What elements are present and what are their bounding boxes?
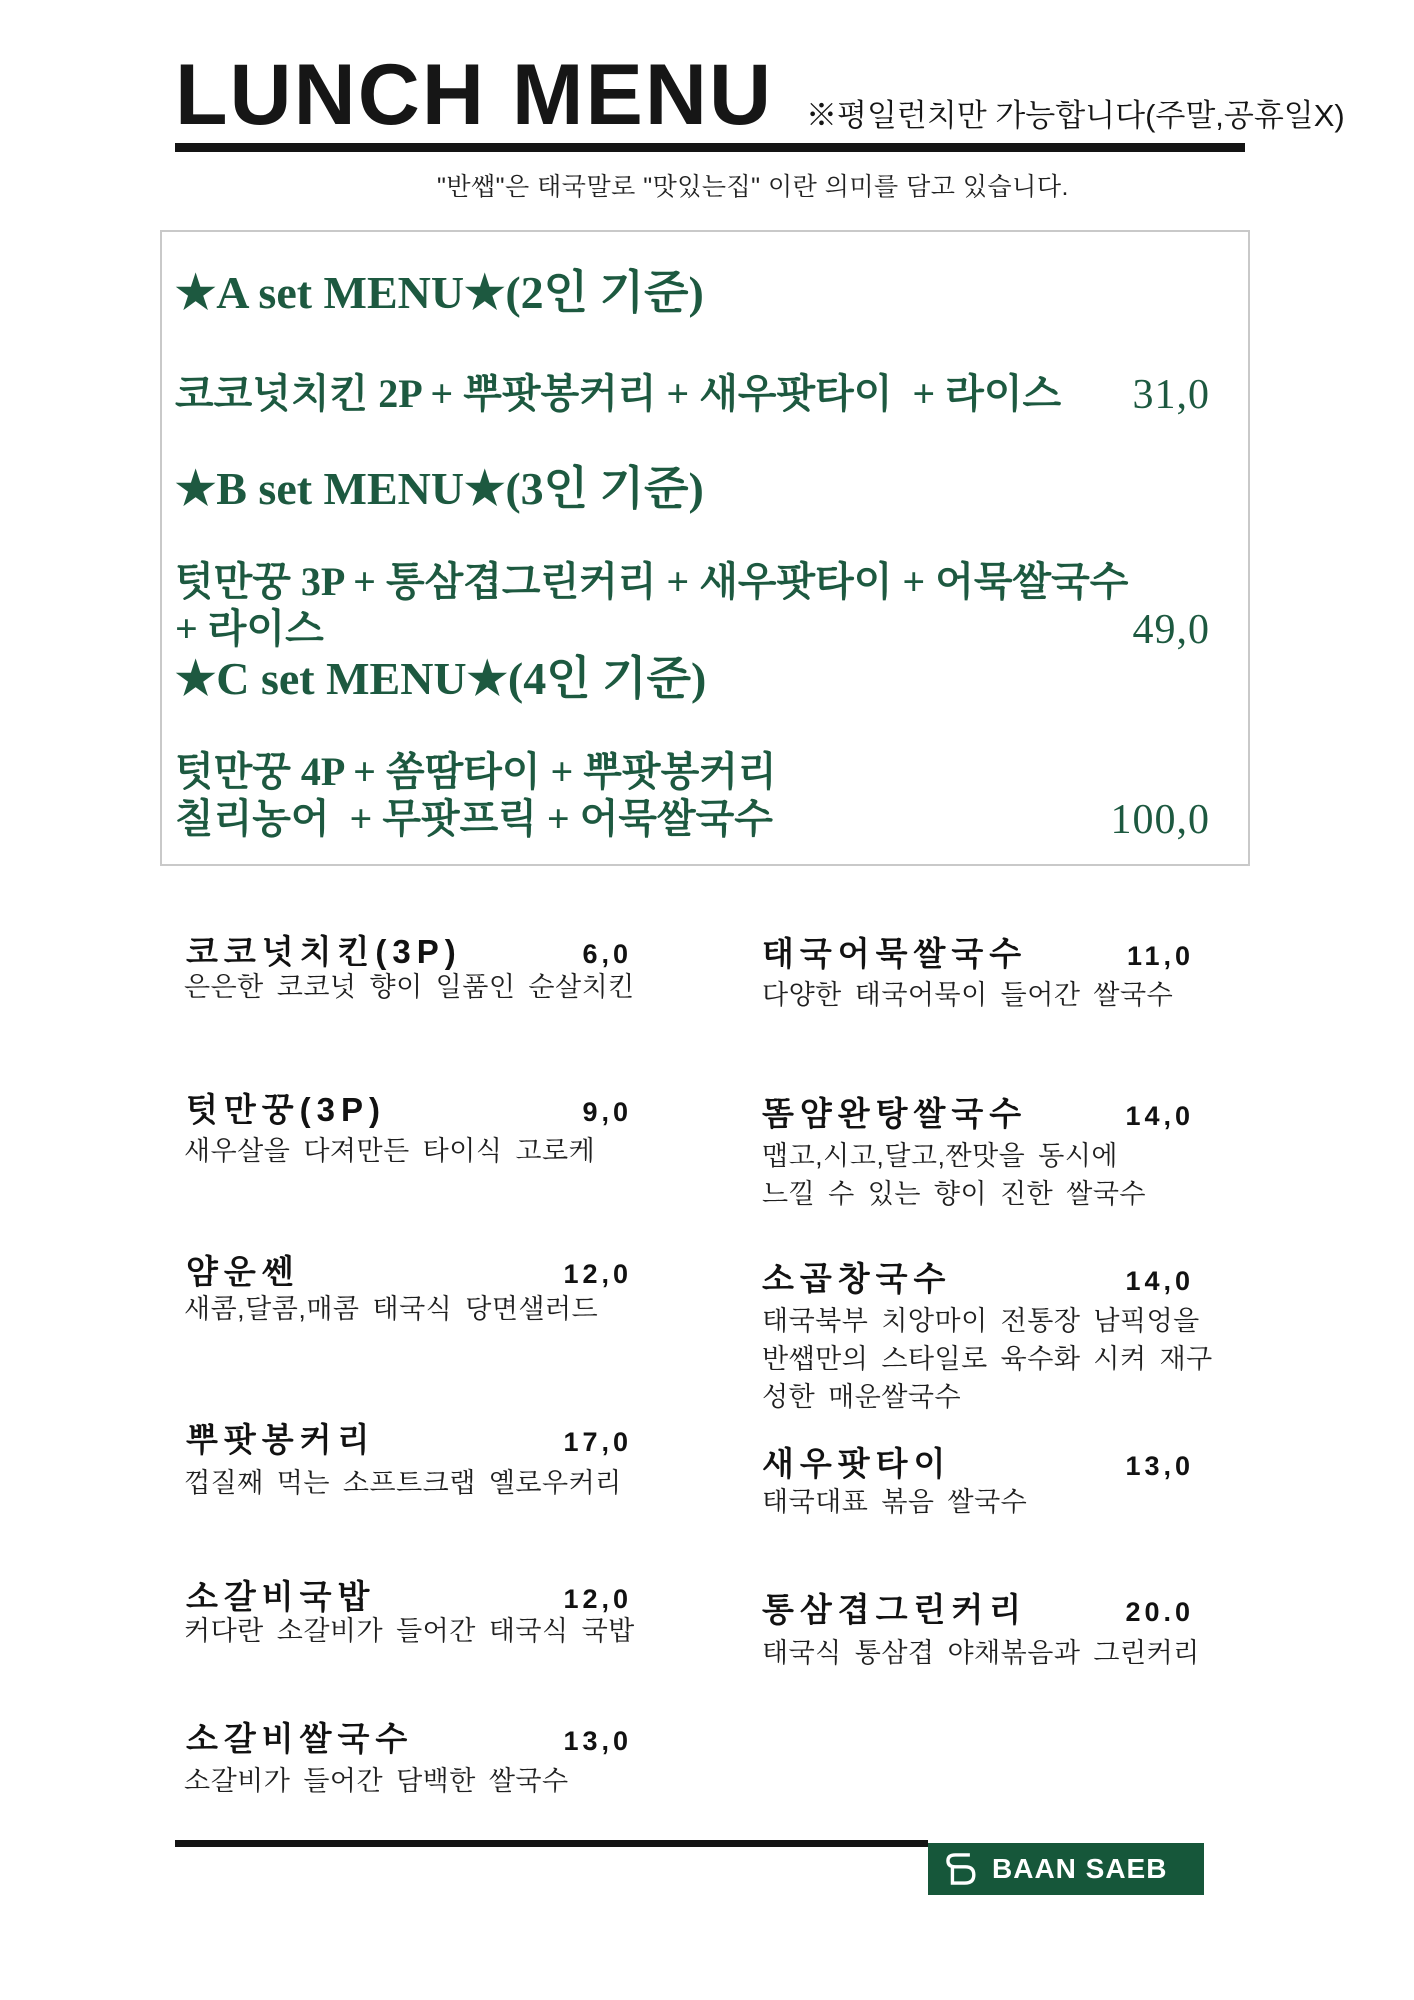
menu-item-name: 새우팟타이	[762, 1445, 952, 1482]
set-c-items-line: 텃만꿍 4P + 쏨땀타이 + 뿌팟봉커리	[175, 749, 777, 794]
menu-item-price: 13,0	[563, 1726, 632, 1756]
menu-item-desc-line: 태국대표 볶음 쌀국수	[762, 1487, 1028, 1517]
menu-item-price: 9,0	[582, 1097, 632, 1127]
menu-item-price: 12,0	[563, 1259, 632, 1289]
menu-item-desc-line: 반쌥만의 스타일로 육수화 시켜 재구	[762, 1344, 1213, 1374]
menu-item-desc	[184, 1132, 595, 1170]
menu-item-desc	[762, 976, 1173, 1014]
menu-item	[762, 1088, 1194, 1135]
menu-item	[762, 1584, 1194, 1631]
menu-item-desc-line: 태국식 통삼겹 야채볶음과 그린커리	[762, 1638, 1200, 1668]
menu-item-desc-line: 소갈비가 들어간 담백한 쌀국수	[184, 1766, 569, 1796]
menu-item	[186, 926, 632, 973]
set-b-items-line: 텃만꿍 3P + 통삼겹그린커리 + 새우팟타이 + 어묵쌀국수 + 라이스	[175, 559, 1149, 652]
menu-item	[186, 1571, 632, 1618]
menu-item-desc	[184, 1290, 598, 1328]
menu-item-name: 통삼겹그린커리	[762, 1591, 1028, 1628]
menu-item	[186, 1084, 632, 1131]
set-a-title: ★A set MENU★(2인 기준)	[175, 267, 704, 318]
menu-item-price: 14,0	[1125, 1266, 1194, 1296]
set-b-items	[175, 558, 1149, 652]
brand-name: BAAN SAEB	[992, 1853, 1168, 1884]
menu-item-name: 소곱창국수	[762, 1260, 952, 1297]
menu-item	[762, 1253, 1194, 1300]
menu-item-desc	[184, 968, 635, 1006]
menu-item-name: 태국어묵쌀국수	[762, 935, 1028, 972]
menu-item-price: 12,0	[563, 1584, 632, 1614]
set-a-items	[175, 370, 1061, 417]
menu-item-desc-line: 맵고,시고,달고,짠맛을 동시에	[762, 1141, 1118, 1171]
menu-item-desc	[762, 1137, 1146, 1213]
set-b-row	[175, 558, 1210, 652]
menu-item-price: 6,0	[582, 939, 632, 969]
menu-item-price: 20.0	[1125, 1597, 1194, 1627]
set-c-items	[175, 748, 777, 842]
menu-item-desc	[762, 1483, 1027, 1521]
menu-item	[762, 928, 1194, 975]
menu-item-desc-line: 새우살을 다져만든 타이식 고로케	[184, 1136, 596, 1166]
set-b-price: 49,0	[1132, 607, 1210, 654]
menu-item-desc	[184, 1612, 635, 1650]
menu-item-desc-line: 태국북부 치앙마이 전통장 남픽엉을	[762, 1306, 1200, 1336]
weekday-only-note: ※평일런치만 가능합니다(주말,공휴일X)	[806, 98, 1345, 133]
menu-item-name: 소갈비쌀국수	[186, 1720, 414, 1757]
set-a-row	[175, 370, 1210, 417]
menu-item-name: 텃만꿍(3P)	[186, 1091, 386, 1128]
menu-item-desc-line: 새콤,달콤,매콤 태국식 당면샐러드	[184, 1294, 599, 1324]
set-c-title: ★C set MENU★(4인 기준)	[175, 653, 707, 704]
page-title: LUNCH MENU	[175, 47, 774, 143]
set-a-price: 31,0	[1132, 372, 1210, 419]
menu-item-name: 소갈비국밥	[186, 1578, 376, 1615]
set-c-items-line: 칠리농어 + 무팟프릭 + 어묵쌀국수	[175, 796, 773, 842]
menu-item-desc-line: 느낄 수 있는 향이 진한 쌀국수	[762, 1179, 1146, 1209]
menu-item-desc	[762, 1302, 1213, 1416]
menu-item	[186, 1246, 632, 1293]
menu-item	[186, 1713, 632, 1760]
set-b-title: ★B set MENU★(3인 기준)	[175, 463, 704, 514]
menu-item-desc-line: 다양한 태국어묵이 들어간 쌀국수	[762, 980, 1174, 1010]
menu-item-name: 얌운쎈	[186, 1253, 300, 1290]
brand-meaning-subtitle: "반쌥"은 태국말로 "맛있는집" 이란 의미를 담고 있습니다.	[437, 173, 1069, 201]
set-c-price: 100,0	[1110, 797, 1210, 844]
menu-item-desc	[762, 1634, 1200, 1672]
menu-item-desc-line: 은은한 코코넛 향이 일품인 순살치킨	[184, 972, 635, 1002]
menu-item-desc	[184, 1762, 569, 1800]
menu-item-name: 똠얌완탕쌀국수	[762, 1095, 1028, 1132]
menu-item-price: 13,0	[1125, 1451, 1194, 1481]
set-a-items-line: 코코넛치킨 2P + 뿌팟봉커리 + 새우팟타이 + 라이스	[175, 371, 1062, 416]
menu-item-desc	[184, 1464, 622, 1502]
menu-item-price: 11,0	[1126, 941, 1194, 971]
menu-item-desc-line: 껍질째 먹는 소프트크랩 옐로우커리	[184, 1468, 622, 1498]
title-underline	[175, 143, 1245, 152]
baan-saeb-logo	[928, 1843, 1204, 1895]
menu-item-name: 뿌팟봉커리	[186, 1421, 376, 1458]
menu-item-name: 코코넛치킨(3P)	[186, 933, 462, 970]
menu-item-desc-line: 커다란 소갈비가 들어간 태국식 국밥	[184, 1616, 635, 1646]
footer-rule	[175, 1840, 928, 1847]
menu-item	[186, 1414, 632, 1461]
menu-item	[762, 1438, 1194, 1485]
menu-item-price: 17,0	[563, 1427, 632, 1457]
menu-item-desc-line: 성한 매운쌀국수	[762, 1382, 962, 1412]
menu-item-price: 14,0	[1125, 1101, 1194, 1131]
baan-saeb-monogram-icon	[944, 1851, 980, 1887]
set-c-row	[175, 748, 1210, 842]
